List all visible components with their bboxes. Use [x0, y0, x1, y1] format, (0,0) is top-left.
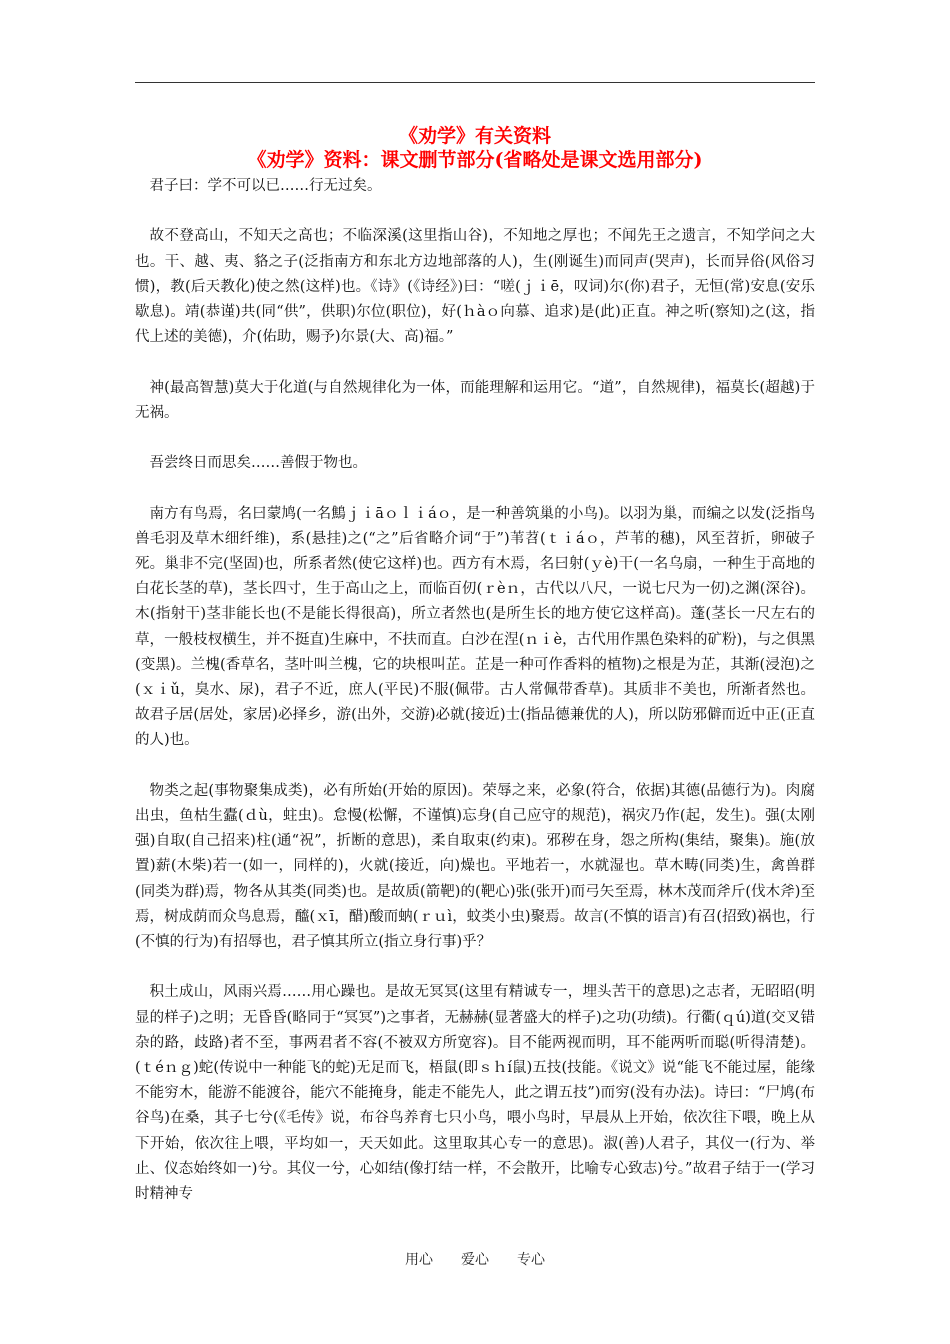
header-rule: [135, 82, 815, 83]
paragraph: 吾尝终日而思矣……善假于物也。: [149, 455, 367, 472]
page-footer: 用心 爱心 专心: [405, 1252, 545, 1268]
paragraph: 神(最高智慧)莫大于化道(与自然规律化为一体，而能理解和运用它。“道”，自然规律)，福莫长(超越)于无祸。: [135, 379, 815, 421]
paragraph: 物类之起(事物聚集成类)，必有所始(开始的原因)。荣辱之来，必象(符合，依据)其德(品德行为)。肉腐出虫，鱼枯生蠹(ｄù，蛀虫)。怠慢(松懈，不谨慎)忘身(自己应守的规范)，祸灾乃作(起，发生)。强(太刚强)自取(自己招来)柱(通“祝”，折断的意思)，柔自取束(约束)。邪秽在身，怨之所构(集结，聚集)。施(放置)薪(木柴)若一(如一，同样的)，火就(接近，向)燥也。平地若一，水就湿也。草木畴(同类)生，禽兽群(同类为群)焉，物各从其类(同类)也。是故质(箭靶)的(靶心)张(张开)而弓矢至焉，林木茂而斧斤(伐木斧)至焉，树成荫而众鸟息焉，醯(ｘī，醋)酸而蚋(ｒｕì，蚊类小虫)聚焉。故言(不慎的语言)有召(招致)祸也，行(不慎的行为)有招辱也，君子慎其所立(指立身行事)乎？: [135, 782, 815, 951]
document-body: [135, 174, 815, 1232]
paragraph: 君子曰：学不可以已……行无过矣。: [149, 178, 382, 194]
document-title: 《劝学》有关资料: [398, 125, 551, 147]
paragraph: 故不登高山，不知天之高也；不临深溪(这里指山谷)，不知地之厚也；不闻先王之遗言，不知学问之大也。干、越、夷、貉之子(泛指南方和东北方边地部落的人)，生(刚诞生)而同声(哭声)，长而异俗(风俗习惯)，教(后天教化)使之然(这样)也。《诗》(《诗经》)曰：“嗟(ｊｉē，叹词)尔(你)君子，无恒(常)安息(安乐歇息)。靖(恭谨)共(同“供”，供职)尔位(职位)，好(ｈàｏ向慕、追求)是(此)正直。神之听(察知)之(这，指代上述的美德)，介(佑助，赐予)尔景(大、高)福。”: [135, 228, 815, 346]
paragraph: 积土成山，风雨兴焉……用心躁也。是故无冥冥(这里有精诚专一，埋头苦干的意思)之志者，无昭昭(明显的样子)之明；无昏昏(略同于“冥冥”)之事者，无赫赫(显著盛大的样子)之功(功绩)。行衢(ｑú)道(交叉错杂的路，歧路)者不至，事两君者不容(不被双方所宽容)。目不能两视而明，耳不能两听而聪(听得清楚)。(ｔéｎｇ)蛇(传说中一种能飞的蛇)无足而飞，梧鼠(即ｓｈí鼠)五技(技能。《说文》说“能飞不能过屋，能缘不能穷木，能游不能渡谷，能穴不能掩身，能走不能先人，此之谓五技”)而穷(没有办法)。诗曰：“尸鸠(布谷鸟)在桑，其子七兮(《毛传》说，布谷鸟养育七只小鸟，喂小鸟时，早晨从上开始，依次往下喂，晚上从下开始，依次往上喂，平均如一，天天如此。这里取其心专一的意思)。淑(善)人君子，其仪一(行为、举止、仪态始终如一)兮。其仪一兮，心如结(像打结一样，不会散开，比喻专心致志)兮。”故君子结于一(学习时精神专: [135, 984, 815, 1203]
paragraph: 南方有鸟焉，名曰蒙鸠(一名鷦ｊｉāｏｌｉáｏ，是一种善筑巢的小鸟)。以羽为巢，而编之以发(泛指鸟兽毛羽及草木细纤维)，系(悬挂)之(“之”后省略介词“于”)苇苕(ｔｉáｏ，芦苇的穗)，风至苕折，卵破子死。巢非不完(坚固)也，所系者然(使它这样)也。西方有木焉，名曰射(ｙè)干(一名乌扇，一种生于高地的白花长茎的草)，茎长四寸，生于高山之上，而临百仞(ｒèｎ，古代以八尺，一说七尺为一仞)之渊(深谷)。木(指射干)茎非能长也(不是能长得很高)，所立者然也(是所生长的地方使它这样高)。蓬(茎长一尺左右的草，一般枝杈横生，并不挺直)生麻中，不扶而直。白沙在涅(ｎｉè，古代用作黑色染料的矿粉)，与之俱黑(变黑)。兰槐(香草名，茎叶叫兰槐，它的块根叫芷。芷是一种可作香料的植物)之根是为芷，其渐(浸泡)之(ｘｉǔ，臭水、尿)，君子不近，庶人(平民)不服(佩带。古人常佩带香草)。其质非不美也，所渐者然也。故君子居(居处，家居)必择乡，游(出外，交游)必就(接近)士(指品德兼优的人)，所以防邪僻而近中正(正直的人)也。: [135, 505, 815, 749]
document-subtitle: 《劝学》资料：课文删节部分(省略处是课文选用部分): [247, 149, 703, 171]
